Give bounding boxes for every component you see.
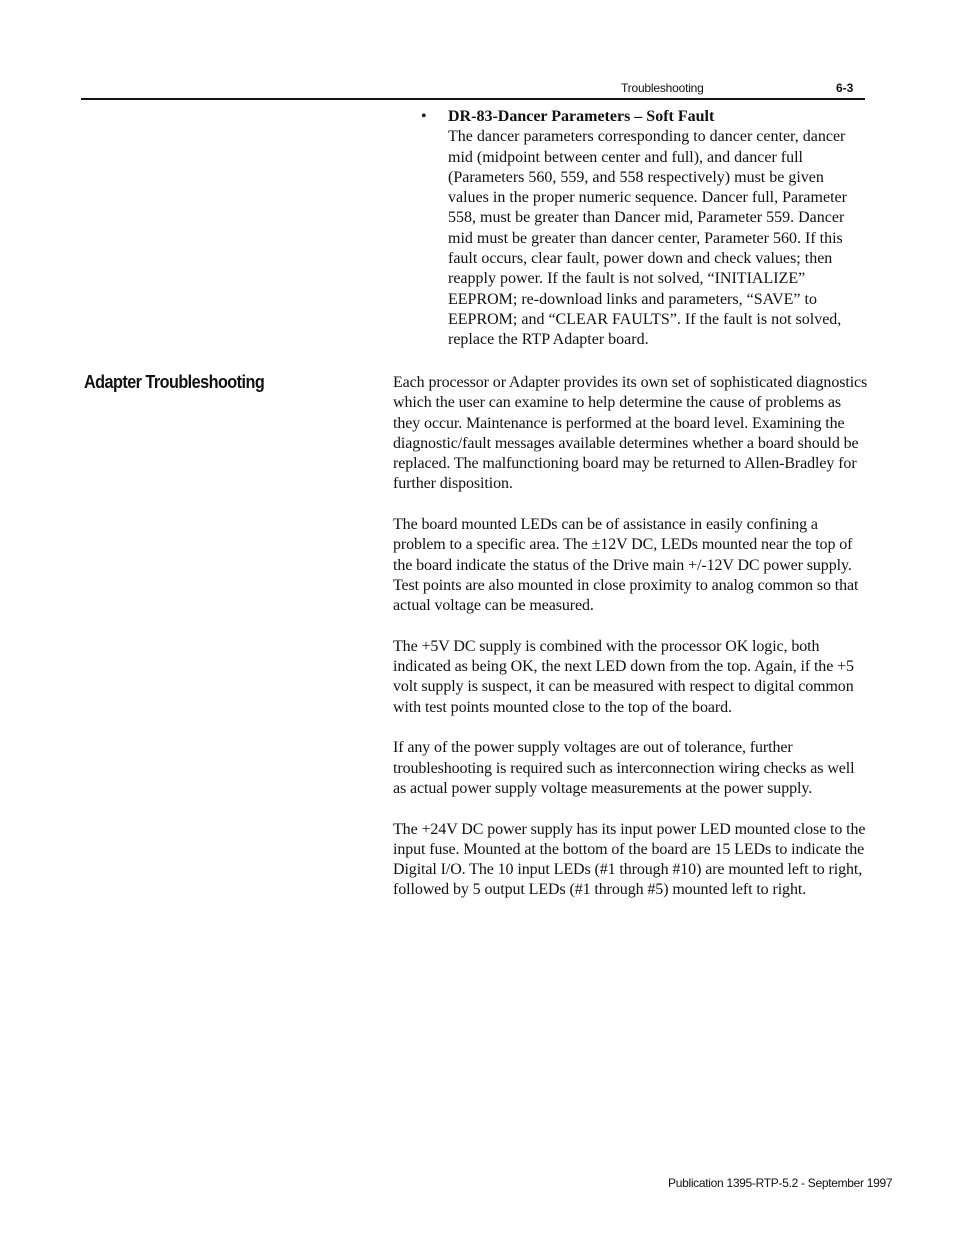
header-rule [81,98,865,100]
fault-title: DR-83-Dancer Parameters – Soft Fault [448,108,715,125]
body-paragraph: The +5V DC supply is combined with the processor OK logic, both indicated as being OK, the next LED down from the top. Again, if the +5 volt supply is suspect, it can be measured with respect to digital common with test points mounted close to the top of the board. [393,637,854,716]
section-heading: Adapter Troubleshooting [84,372,265,392]
fault-bullet-content [448,107,866,351]
running-header-section: Troubleshooting [621,81,704,95]
body-paragraph: If any of the power supply voltages are out of tolerance, further troubleshooting is required such as interconnection wiring checks as well as actual power supply voltage measurements at the power supply. [393,739,855,797]
page-header [0,0,954,101]
page-number: 6-3 [836,81,854,95]
body-paragraph: The board mounted LEDs can be of assistance in easily confining a problem to a specific area. The ±12V DC, LEDs mounted near the top of the board indicate the status of the Drive main +/-12V DC power supply. Test points are also mounted in close proximity to analog common so that actual voltage can be measured. [393,516,859,615]
body-paragraph: Each processor or Adapter provides its own set of sophisticated diagnostics which the user can examine to help determine the cause of problems as they occur. Maintenance is performed at the board level. Examining the diagnostic/fault messages available determines whether a board should be replaced. The malfunctioning board may be returned to Allen-Bradley for further disposition. [393,374,868,493]
section-body [393,373,871,921]
fault-description: The dancer parameters corresponding to dancer center, dancer mid (midpoint between center and full), and dancer full (Parameters 560, 559, and 558 respectively) must be given values in the proper numeric sequence. Dancer full, Parameter 558, must be greater than Dancer mid, Parameter 559. Dancer mid must be greater than dancer center, Parameter 560. If this fault occurs, clear fault, power down and check values; then reapply power. If the fault is not solved, “INITIALIZE” EEPROM; re-download links and parameters, “SAVE” to EEPROM; and “CLEAR FAULTS”. If the fault is not solved, replace the RTP Adapter board. [448,128,847,349]
body-paragraph: The +24V DC power supply has its input power LED mounted close to the input fuse. Mounted at the bottom of the board are 15 LEDs to indicate the Digital I/O. The 10 input LEDs (#1 through #10) are mounted left to right, followed by 5 output LEDs (#1 through #5) mounted left to right. [393,820,866,899]
bullet-glyph: • [421,108,427,125]
publication-footer: Publication 1395-RTP-5.2 - September 1997 [668,1176,893,1190]
